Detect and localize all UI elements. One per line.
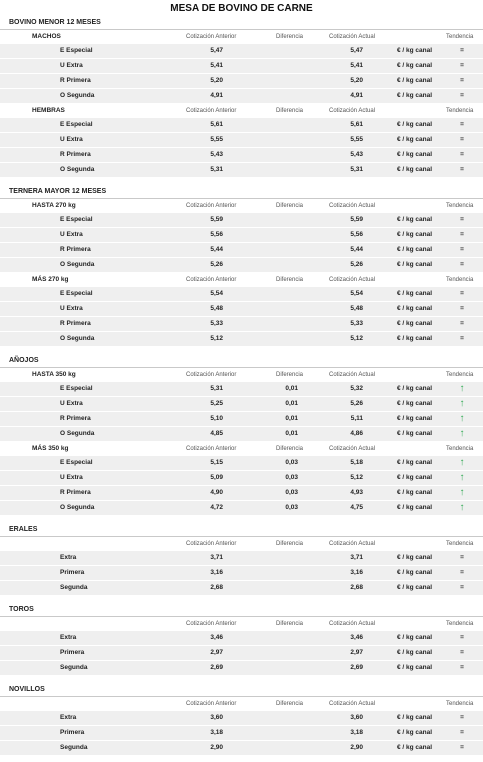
trend-up-icon: ↑: [459, 472, 465, 483]
column-header-row: [0, 537, 483, 551]
previous-price: 5,26: [210, 261, 223, 268]
current-price: 4,91: [350, 92, 363, 99]
header-diferencia: Diferencia: [276, 621, 304, 627]
trend-equal: =: [460, 151, 464, 158]
section-title: TERNERA MAYOR 12 MESES: [0, 185, 483, 199]
section-title: BOVINO MENOR 12 MESES: [0, 16, 483, 30]
section-spacer: [0, 178, 483, 184]
price-unit: € / kg canal: [397, 121, 433, 128]
header-diferencia: Diferencia: [276, 203, 304, 209]
category-name: E Especial: [60, 216, 93, 223]
header-tendencia: Tendencia: [446, 446, 474, 452]
trend-equal: =: [460, 77, 464, 84]
header-cotizacion-anterior: Cotización Anterior: [186, 621, 237, 627]
price-unit: € / kg canal: [397, 92, 433, 99]
table-row: [0, 501, 483, 516]
group-label: MÁS 350 kg: [32, 445, 69, 452]
price-unit: € / kg canal: [397, 584, 433, 591]
previous-price: 5,41: [210, 62, 223, 69]
category-name: O Segunda: [60, 430, 95, 437]
category-name: R Primera: [60, 320, 91, 327]
previous-price: 5,44: [210, 246, 223, 253]
category-name: R Primera: [60, 151, 91, 158]
header-cotizacion-anterior: Cotización Anterior: [186, 372, 237, 378]
price-difference: 0,01: [285, 415, 298, 422]
price-unit: € / kg canal: [397, 166, 433, 173]
table-row: [0, 412, 483, 427]
price-unit: € / kg canal: [397, 62, 433, 69]
table-row: [0, 74, 483, 89]
previous-price: 4,91: [210, 92, 223, 99]
trend-equal: =: [460, 216, 464, 223]
category-name: U Extra: [60, 62, 83, 69]
trend-equal: =: [460, 569, 464, 576]
header-cotizacion-anterior: Cotización Anterior: [186, 203, 237, 209]
category-name: Segunda: [60, 664, 88, 671]
previous-price: 5,47: [210, 47, 223, 54]
header-cotizacion-anterior: Cotización Anterior: [186, 34, 237, 40]
category-name: O Segunda: [60, 261, 95, 268]
header-diferencia: Diferencia: [276, 701, 304, 707]
price-unit: € / kg canal: [397, 231, 433, 238]
trend-equal: =: [460, 335, 464, 342]
previous-price: 4,90: [210, 489, 223, 496]
header-cotizacion-actual: Cotización Actual: [329, 34, 376, 40]
trend-equal: =: [460, 290, 464, 297]
table-row: [0, 486, 483, 501]
category-name: E Especial: [60, 459, 93, 466]
header-tendencia: Tendencia: [446, 277, 474, 283]
group-label: HASTA 350 kg: [32, 371, 76, 378]
trend-equal: =: [460, 136, 464, 143]
current-price: 5,26: [350, 400, 363, 407]
section-spacer: [0, 676, 483, 682]
current-price: 5,41: [350, 62, 363, 69]
previous-price: 5,48: [210, 305, 223, 312]
header-diferencia: Diferencia: [276, 541, 304, 547]
category-name: R Primera: [60, 77, 91, 84]
trend-equal: =: [460, 584, 464, 591]
price-difference: 0,03: [285, 474, 298, 481]
price-difference: 0,01: [285, 385, 298, 392]
table-row: [0, 163, 483, 178]
price-unit: € / kg canal: [397, 744, 433, 751]
current-price: 5,43: [350, 151, 363, 158]
price-unit: € / kg canal: [397, 504, 433, 511]
price-unit: € / kg canal: [397, 305, 433, 312]
table-row: [0, 711, 483, 726]
previous-price: 3,71: [210, 554, 223, 561]
table-row: [0, 456, 483, 471]
previous-price: 3,16: [210, 569, 223, 576]
column-header-row: [0, 273, 483, 287]
trend-equal: =: [460, 305, 464, 312]
price-difference: 0,03: [285, 489, 298, 496]
trend-equal: =: [460, 62, 464, 69]
current-price: 3,46: [350, 634, 363, 641]
table-row: [0, 89, 483, 104]
header-diferencia: Diferencia: [276, 446, 304, 452]
category-name: R Primera: [60, 489, 91, 496]
price-unit: € / kg canal: [397, 320, 433, 327]
category-name: Segunda: [60, 744, 88, 751]
header-tendencia: Tendencia: [446, 701, 474, 707]
trend-up-icon: ↑: [459, 487, 465, 498]
trend-equal: =: [460, 554, 464, 561]
price-unit: € / kg canal: [397, 474, 433, 481]
table-row: [0, 382, 483, 397]
category-name: R Primera: [60, 415, 91, 422]
header-cotizacion-actual: Cotización Actual: [329, 541, 376, 547]
price-unit: € / kg canal: [397, 459, 433, 466]
category-name: E Especial: [60, 290, 93, 297]
section-title: TOROS: [0, 603, 483, 617]
table-row: [0, 551, 483, 566]
header-tendencia: Tendencia: [446, 34, 474, 40]
trend-equal: =: [460, 231, 464, 238]
price-unit: € / kg canal: [397, 714, 433, 721]
header-cotizacion-actual: Cotización Actual: [329, 446, 376, 452]
column-header-row: [0, 617, 483, 631]
current-price: 5,32: [350, 385, 363, 392]
column-header-row: [0, 442, 483, 456]
header-tendencia: Tendencia: [446, 203, 474, 209]
trend-equal: =: [460, 634, 464, 641]
category-name: U Extra: [60, 400, 83, 407]
trend-up-icon: ↑: [459, 428, 465, 439]
current-price: 5,12: [350, 335, 363, 342]
table-row: [0, 741, 483, 756]
category-name: U Extra: [60, 474, 83, 481]
column-header-row: [0, 368, 483, 382]
current-price: 2,68: [350, 584, 363, 591]
page-title: MESA DE BOVINO DE CARNE: [170, 3, 313, 14]
table-row: [0, 44, 483, 59]
header-diferencia: Diferencia: [276, 108, 304, 114]
price-unit: € / kg canal: [397, 290, 433, 297]
current-price: 3,18: [350, 729, 363, 736]
current-price: 4,75: [350, 504, 363, 511]
table-row: [0, 661, 483, 676]
trend-equal: =: [460, 729, 464, 736]
previous-price: 5,31: [210, 166, 223, 173]
price-difference: 0,01: [285, 400, 298, 407]
previous-price: 5,54: [210, 290, 223, 297]
trend-equal: =: [460, 121, 464, 128]
price-unit: € / kg canal: [397, 246, 433, 253]
column-header-row: [0, 104, 483, 118]
section-spacer: [0, 596, 483, 602]
previous-price: 5,33: [210, 320, 223, 327]
previous-price: 2,69: [210, 664, 223, 671]
trend-equal: =: [460, 744, 464, 751]
previous-price: 5,59: [210, 216, 223, 223]
current-price: 5,11: [350, 415, 363, 422]
header-cotizacion-actual: Cotización Actual: [329, 108, 376, 114]
current-price: 3,16: [350, 569, 363, 576]
table-row: [0, 471, 483, 486]
current-price: 5,44: [350, 246, 363, 253]
trend-equal: =: [460, 664, 464, 671]
header-cotizacion-anterior: Cotización Anterior: [186, 108, 237, 114]
trend-equal: =: [460, 47, 464, 54]
current-price: 5,33: [350, 320, 363, 327]
price-unit: € / kg canal: [397, 634, 433, 641]
price-unit: € / kg canal: [397, 415, 433, 422]
category-name: O Segunda: [60, 504, 95, 511]
trend-up-icon: ↑: [459, 457, 465, 468]
header-cotizacion-actual: Cotización Actual: [329, 621, 376, 627]
current-price: 5,55: [350, 136, 363, 143]
trend-up-icon: ↑: [459, 383, 465, 394]
trend-up-icon: ↑: [459, 413, 465, 424]
previous-price: 5,09: [210, 474, 223, 481]
category-name: R Primera: [60, 246, 91, 253]
current-price: 5,61: [350, 121, 363, 128]
table-row: [0, 427, 483, 442]
current-price: 5,31: [350, 166, 363, 173]
table-row: [0, 631, 483, 646]
table-row: [0, 332, 483, 347]
section-spacer: [0, 516, 483, 522]
section-spacer: [0, 756, 483, 762]
trend-equal: =: [460, 261, 464, 268]
table-row: [0, 228, 483, 243]
table-row: [0, 287, 483, 302]
header-cotizacion-anterior: Cotización Anterior: [186, 277, 237, 283]
price-difference: 0,01: [285, 430, 298, 437]
category-name: Primera: [60, 729, 85, 736]
table-row: [0, 59, 483, 74]
current-price: 5,18: [350, 459, 363, 466]
previous-price: 5,43: [210, 151, 223, 158]
price-unit: € / kg canal: [397, 47, 433, 54]
group-label: MACHOS: [32, 33, 61, 40]
section-title: ERALES: [0, 523, 483, 537]
header-tendencia: Tendencia: [446, 372, 474, 378]
price-unit: € / kg canal: [397, 216, 433, 223]
table-row: [0, 148, 483, 163]
price-unit: € / kg canal: [397, 385, 433, 392]
table-row: [0, 133, 483, 148]
current-price: 3,60: [350, 714, 363, 721]
previous-price: 3,60: [210, 714, 223, 721]
header-cotizacion-actual: Cotización Actual: [329, 277, 376, 283]
category-name: E Especial: [60, 385, 93, 392]
current-price: 5,59: [350, 216, 363, 223]
trend-equal: =: [460, 649, 464, 656]
category-name: Primera: [60, 649, 85, 656]
current-price: 5,20: [350, 77, 363, 84]
category-name: U Extra: [60, 305, 83, 312]
previous-price: 2,90: [210, 744, 223, 751]
group-label: MÁS 270 kg: [32, 276, 69, 283]
price-unit: € / kg canal: [397, 729, 433, 736]
column-header-row: [0, 30, 483, 44]
previous-price: 5,25: [210, 400, 223, 407]
current-price: 2,90: [350, 744, 363, 751]
current-price: 5,26: [350, 261, 363, 268]
trend-equal: =: [460, 92, 464, 99]
column-header-row: [0, 199, 483, 213]
previous-price: 5,55: [210, 136, 223, 143]
table-row: [0, 646, 483, 661]
current-price: 5,56: [350, 231, 363, 238]
table-row: [0, 317, 483, 332]
previous-price: 3,18: [210, 729, 223, 736]
price-table: [0, 16, 483, 762]
category-name: U Extra: [60, 136, 83, 143]
previous-price: 5,20: [210, 77, 223, 84]
category-name: Extra: [60, 634, 77, 641]
category-name: O Segunda: [60, 92, 95, 99]
header-cotizacion-anterior: Cotización Anterior: [186, 446, 237, 452]
trend-up-icon: ↑: [459, 502, 465, 513]
group-label: HEMBRAS: [32, 107, 65, 114]
header-diferencia: Diferencia: [276, 34, 304, 40]
previous-price: 5,12: [210, 335, 223, 342]
category-name: Extra: [60, 554, 77, 561]
price-unit: € / kg canal: [397, 261, 433, 268]
category-name: Extra: [60, 714, 77, 721]
section-spacer: [0, 347, 483, 353]
table-row: [0, 302, 483, 317]
current-price: 2,69: [350, 664, 363, 671]
category-name: E Especial: [60, 121, 93, 128]
header-diferencia: Diferencia: [276, 277, 304, 283]
previous-price: 5,56: [210, 231, 223, 238]
section-title: NOVILLOS: [0, 683, 483, 697]
current-price: 5,47: [350, 47, 363, 54]
price-unit: € / kg canal: [397, 136, 433, 143]
header-tendencia: Tendencia: [446, 541, 474, 547]
price-unit: € / kg canal: [397, 664, 433, 671]
price-unit: € / kg canal: [397, 554, 433, 561]
header-cotizacion-actual: Cotización Actual: [329, 701, 376, 707]
previous-price: 4,85: [210, 430, 223, 437]
current-price: 4,86: [350, 430, 363, 437]
category-name: O Segunda: [60, 335, 95, 342]
category-name: U Extra: [60, 231, 83, 238]
table-row: [0, 726, 483, 741]
previous-price: 5,15: [210, 459, 223, 466]
table-row: [0, 118, 483, 133]
header-tendencia: Tendencia: [446, 108, 474, 114]
category-name: E Especial: [60, 47, 93, 54]
table-row: [0, 397, 483, 412]
group-label: HASTA 270 kg: [32, 202, 76, 209]
current-price: 5,54: [350, 290, 363, 297]
header-cotizacion-anterior: Cotización Anterior: [186, 541, 237, 547]
header-diferencia: Diferencia: [276, 372, 304, 378]
price-unit: € / kg canal: [397, 489, 433, 496]
price-unit: € / kg canal: [397, 77, 433, 84]
current-price: 5,12: [350, 474, 363, 481]
current-price: 5,48: [350, 305, 363, 312]
previous-price: 3,46: [210, 634, 223, 641]
current-price: 2,97: [350, 649, 363, 656]
previous-price: 2,68: [210, 584, 223, 591]
current-price: 3,71: [350, 554, 363, 561]
current-price: 4,93: [350, 489, 363, 496]
table-row: [0, 566, 483, 581]
category-name: Segunda: [60, 584, 88, 591]
trend-equal: =: [460, 714, 464, 721]
previous-price: 2,97: [210, 649, 223, 656]
price-difference: 0,03: [285, 459, 298, 466]
table-row: [0, 258, 483, 273]
category-name: Primera: [60, 569, 85, 576]
previous-price: 5,10: [210, 415, 223, 422]
previous-price: 4,72: [210, 504, 223, 511]
price-unit: € / kg canal: [397, 151, 433, 158]
price-unit: € / kg canal: [397, 569, 433, 576]
header-cotizacion-actual: Cotización Actual: [329, 203, 376, 209]
section-title: AÑOJOS: [0, 354, 483, 368]
table-row: [0, 581, 483, 596]
category-name: O Segunda: [60, 166, 95, 173]
trend-equal: =: [460, 246, 464, 253]
price-difference: 0,03: [285, 504, 298, 511]
table-row: [0, 213, 483, 228]
price-unit: € / kg canal: [397, 649, 433, 656]
trend-equal: =: [460, 166, 464, 173]
price-unit: € / kg canal: [397, 400, 433, 407]
column-header-row: [0, 697, 483, 711]
table-row: [0, 243, 483, 258]
header-cotizacion-actual: Cotización Actual: [329, 372, 376, 378]
header-tendencia: Tendencia: [446, 621, 474, 627]
trend-up-icon: ↑: [459, 398, 465, 409]
previous-price: 5,31: [210, 385, 223, 392]
price-unit: € / kg canal: [397, 430, 433, 437]
previous-price: 5,61: [210, 121, 223, 128]
price-unit: € / kg canal: [397, 335, 433, 342]
trend-equal: =: [460, 320, 464, 327]
header-cotizacion-anterior: Cotización Anterior: [186, 701, 237, 707]
